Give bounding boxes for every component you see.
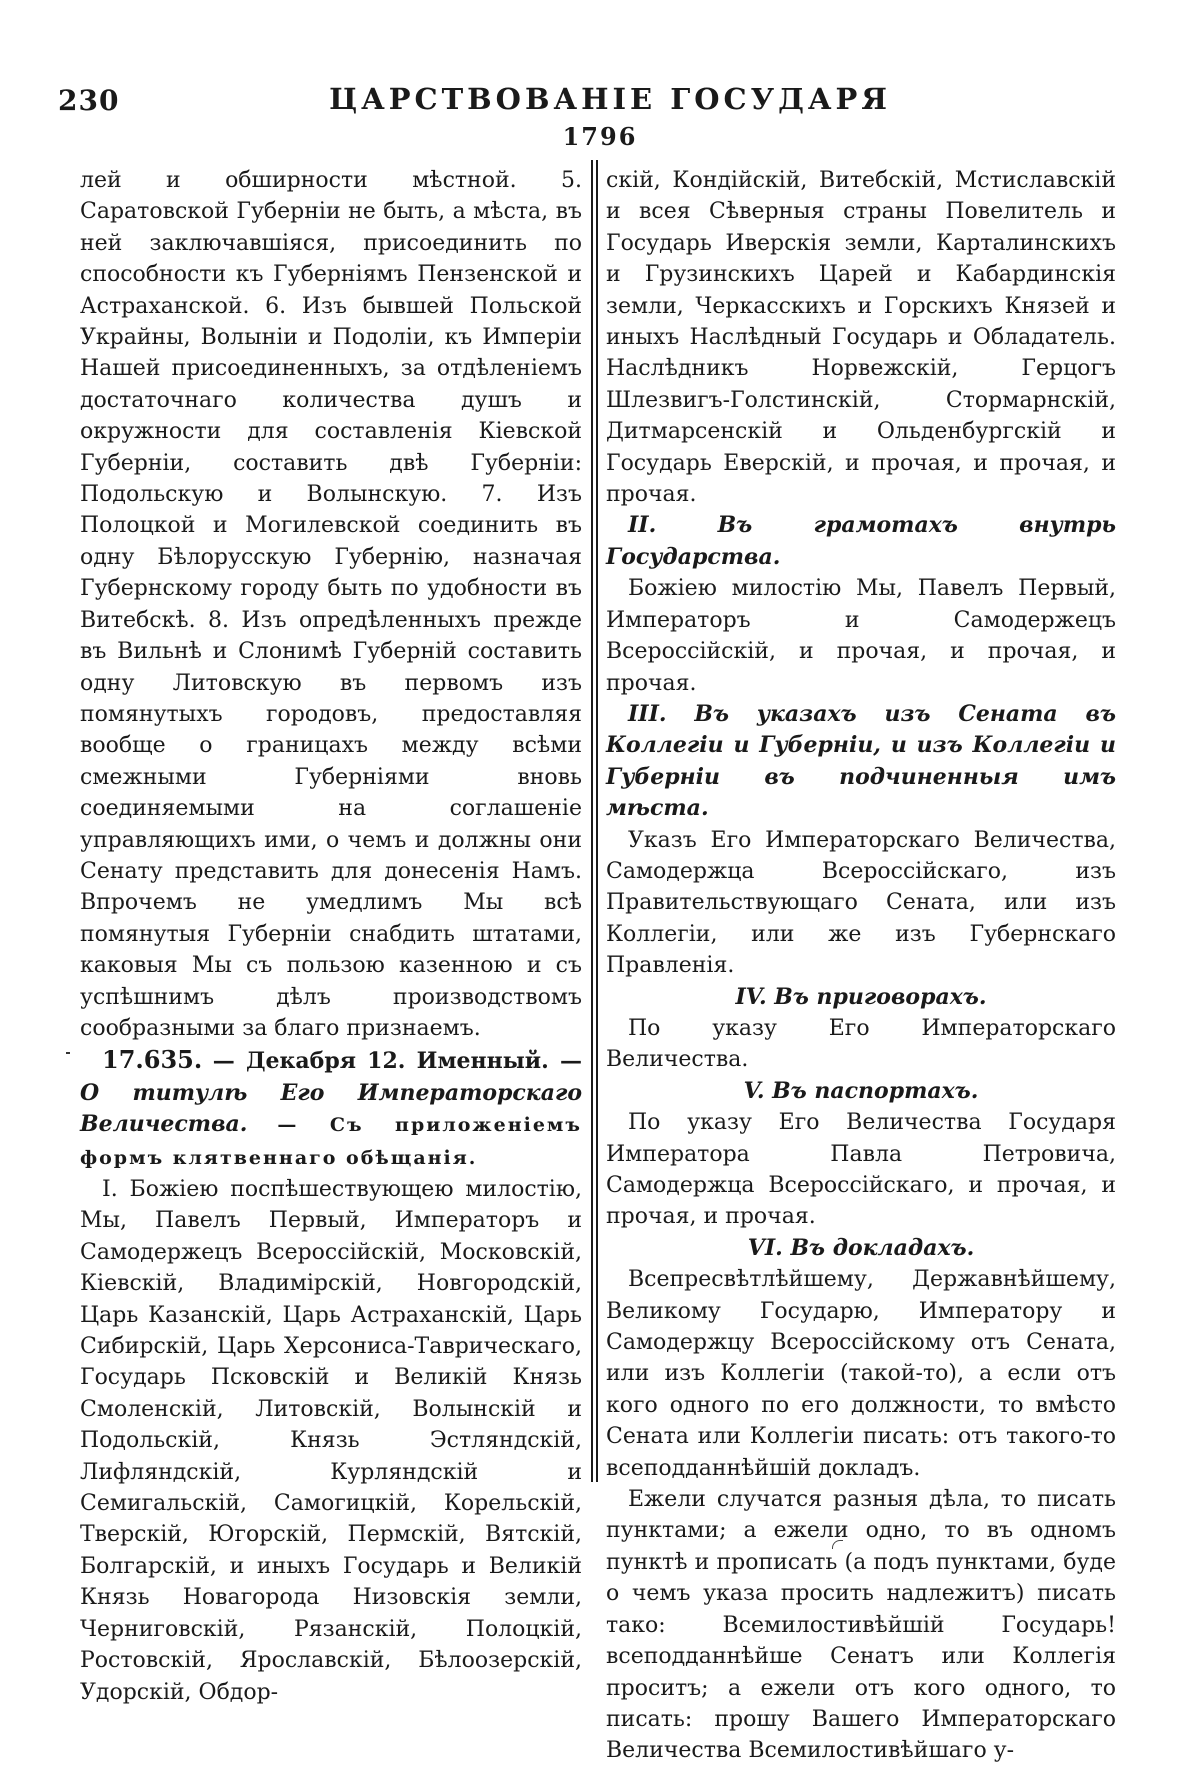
decree-appendix: — Съ приложеніемъ формъ клятвеннаго обѣщанія. xyxy=(80,1114,582,1169)
running-head: ЦАРСТВОВАНІЕ ГОСУДАРЯ xyxy=(329,82,891,116)
section-heading-3: III. Въ указахъ изъ Сената въ Коллегіи и Губерніи, и изъ Коллегіи и Губерніи въ подчиненныя имъ мѣста. xyxy=(606,700,1116,822)
right-paragraph-6: Всепресвѣтлѣйшему, Державнѣйшему, Великому Государю, Императору и Самодержцу Всероссійскому отъ Сената, или изъ Коллегіи (такой-то), а если отъ кого одного по его должности, то вмѣсто Сената или Коллегіи писать: отъ такого-то всеподданнѣйшій докладъ. xyxy=(606,1267,1116,1481)
right-paragraph-3: Указъ Его Императорскаго Величества, Самодержца Всероссійскаго, изъ Правительствующаго Сената, или изъ Коллегіи, или же изъ Губернскаго Правленія. xyxy=(606,827,1116,979)
right-paragraph-1: скій, Кондійскій, Витебскій, Мстиславскій и всея Сѣверныя страны Повелитель и Государь Иверскія земли, Карталинскихъ и Грузинскихъ Царей и Кабардинскія земли, Черкасскихъ и Горскихъ Князей и иныхъ Наслѣдный Государь и Обладатель. Наслѣдникъ Норвежскій, Герцогъ Шлезвигъ-Голстинскій, Стормарнскій, Дитмарсенскій и Ольденбургскій и Государь Еверскій, и прочая, и прочая, и прочая. xyxy=(606,168,1116,508)
decree-title: О титулѣ Его Императорскаго Величества. xyxy=(80,1079,582,1138)
margin-mark xyxy=(66,1052,70,1054)
section-heading-4: IV. Въ приговорахъ. xyxy=(735,983,987,1010)
section-heading-2: II. Въ грамотахъ внутрь Государства. xyxy=(606,512,1116,570)
stray-mark xyxy=(832,1540,843,1549)
left-paragraph-2: I. Божіею поспѣшествующею милостію, Мы, Павелъ Первый, Императоръ и Самодержецъ Всероссійскій, Московскій, Кіевскій, Владимірскій, Новгородскій, Царь Казанскій, Царь Астраханскій, Царь Сибирскій, Царь Херсониса-Таврическаго, Государь Псковскій и Великій Князь Смоленскій, Литовскій, Волынскій и Подольскій, Князь Эстляндскій, Лифляндскій, Курляндскій и Семигальскій, Самогицкій, Корельскій, Тверскій, Югорскій, Пермскій, Вятскій, Болгарскій, и иныхъ Государь и Великій Князь Новагорода Низовскія земли, Черниговскій, Рязанскій, Полоцкій, Ростовскій, Ярославскій, Бѣлоозерскій, Удорскій, Обдор- xyxy=(80,1177,582,1705)
right-paragraph-2: Божіею милостію Мы, Павелъ Первый, Императоръ и Самодержецъ Всероссійскій, и прочая, и прочая, и прочая. xyxy=(606,576,1116,696)
decree-date: — Декабря 12. Именный. — xyxy=(212,1048,582,1075)
year-heading: 1796 xyxy=(562,122,638,151)
column-divider xyxy=(591,160,598,1482)
left-column xyxy=(80,165,582,1708)
right-paragraph-4: По указу Его Императорскаго Величества. xyxy=(606,1015,1116,1073)
decree-number: 17.635. xyxy=(102,1045,203,1075)
right-paragraph-5: По указу Его Величества Государя Императора Павла Петровича, Самодержца Всероссійскаго, и прочая, и прочая, и прочая. xyxy=(606,1110,1116,1230)
right-paragraph-7: Ежели случатся разныя дѣла, то писать пунктами; а ежели одно, то въ одномъ пунктѣ и прописать (а подъ пунктами, буде о чемъ указа просить надлежитъ) писать тако: Всемилостивѣйшій Государь! всеподданнѣйше Сенатъ или Коллегія проситъ; а ежели отъ кого одного, то писать: прошу Вашего Императорскаго Величества Всемилостивѣйшаго у- xyxy=(606,1487,1116,1764)
decree-heading xyxy=(80,1044,582,1174)
right-column xyxy=(606,165,1116,1767)
section-heading-6: VI. Въ докладахъ. xyxy=(747,1234,975,1261)
section-heading-5: V. Въ паспортахъ. xyxy=(743,1077,979,1104)
page-number: 230 xyxy=(58,84,120,117)
left-paragraph-1: лей и обширности мѣстной. 5. Саратовской Губерніи не быть, а мѣста, въ ней заключавшіяся, присоединить по способности къ Губерніямъ Пензенской и Астраханской. 6. Изъ бывшей Польской Украйны, Волыніи и Подоліи, къ Имперіи Нашей присоединенныхъ, за отдѣленіемъ достаточнаго количества душъ и окружности для составленія Кіевской Губерніи, составить двѣ Губерніи: Подольскую и Волынскую. 7. Изъ Полоцкой и Могилевской соединить въ одну Бѣлорусскую Губернію, назначая Губернскому городу быть по удобности въ Витебскѣ. 8. Изъ опредѣленныхъ прежде въ Вильнѣ и Слонимѣ Губерній составить одну Литовскую въ первомъ изъ помянутыхъ городовъ, предоставляя вообще о границахъ между всѣми смежными Губерніями вновь соединяемыми на соглашеніе управляющихъ ими, о чемъ и должны они Сенату представить для донесенія Намъ. Впрочемъ не умедлимъ Мы всѣ помянутыя Губерніи снабдить штатами, каковыя Мы съ пользою казенною и съ успѣшнимъ дѣлъ производствомъ сообразными за благо признаемъ. xyxy=(80,168,582,1041)
